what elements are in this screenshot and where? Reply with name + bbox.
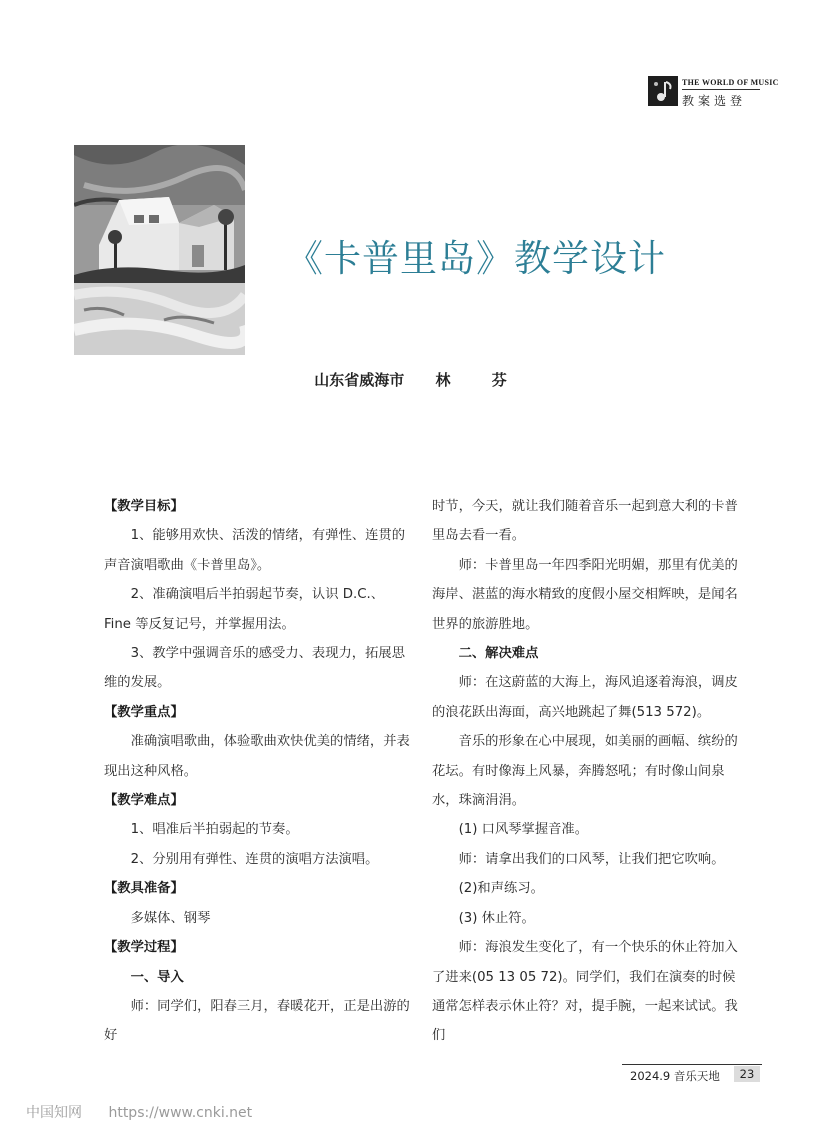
paragraph: 3、教学中强调音乐的感受力、表现力，拓展思维的发展。 (104, 646, 405, 691)
paragraph: 师：请拿出我们的口风琴，让我们把它吹响。 (458, 851, 725, 867)
painting-illustration (74, 145, 245, 355)
paragraph: (2)和声练习。 (458, 881, 544, 897)
paragraph: 时节，今天，就让我们随着音乐一起到意大利的卡普里岛去看一看。 (432, 499, 738, 544)
section-heading: 【教学目标】 (104, 499, 184, 514)
paragraph: 多媒体、钢琴 (130, 910, 211, 926)
section-heading: 【教具准备】 (104, 881, 184, 897)
author-name: 林 芬 (435, 371, 525, 389)
logo-divider (682, 89, 760, 90)
watermark (26, 1102, 274, 1122)
subsection-heading: 二、解决难点 (458, 646, 539, 662)
logo-english-text: THE WORLD OF MUSIC (682, 78, 779, 87)
paragraph: 2、准确演唱后半拍弱起节奏，认识 D.C.、Fine 等反复记号，并掌握用法。 (104, 587, 385, 632)
journal-logo (648, 76, 779, 110)
paragraph: 师：同学们，阳春三月，春暖花开，正是出游的好 (104, 998, 410, 1044)
subsection-heading: 一、导入 (130, 969, 184, 985)
paragraph: 音乐的形象在心中展现，如美丽的画幅、缤纷的花坛。有时像海上风暴，奔腾怒吼；有时像山间泉水，珠滴涓涓。 (432, 734, 738, 809)
paragraph: 师：在这蔚蓝的大海上，海风追逐着海浪，调皮的浪花跃出海面，高兴地跳起了舞(513 572)。 (432, 675, 738, 720)
paragraph: (3) 休止符。 (458, 910, 535, 926)
section-heading: 【教学过程】 (104, 940, 184, 956)
paragraph: 师：海浪发生变化了，有一个快乐的休止符加入了进来(05 13 05 72)。同学们，我们在演奏的时候通常怎样表示休止符？对，提手腕，一起来试试。我们 (432, 940, 738, 1044)
section-heading: 【教学难点】 (104, 793, 184, 809)
watermark-url: https://www.cnki.net (108, 1105, 253, 1121)
section-label: 教案选登 (682, 94, 747, 108)
issue-label: 2024.9 音乐天地 (630, 1069, 720, 1083)
right-column (432, 492, 738, 1051)
paragraph: 1、唱准后半拍弱起的节奏。 (130, 822, 299, 838)
watermark-site: 中国知网 (26, 1105, 82, 1121)
paragraph: 1、能够用欢快、活泼的情绪，有弹性、连贯的声音演唱歌曲《卡普里岛》。 (104, 528, 405, 573)
page-number: 23 (734, 1066, 760, 1082)
music-icon (648, 76, 678, 106)
paragraph: 师：卡普里岛一年四季阳光明媚，那里有优美的海岸、湛蓝的海水精致的度假小屋交相辉映，是闻名世界的旅游胜地。 (432, 557, 738, 632)
paragraph: (1) 口风琴掌握音准。 (458, 822, 589, 838)
paragraph: 准确演唱歌曲，体验歌曲欢快优美的情绪，并表现出这种风格。 (104, 734, 410, 779)
paragraph: 2、分别用有弹性、连贯的演唱方法演唱。 (130, 851, 379, 867)
page-footer (622, 1064, 762, 1086)
left-column (104, 492, 410, 1051)
section-heading: 【教学重点】 (104, 704, 184, 720)
author-line (0, 369, 839, 390)
article-title: 《卡普里岛》教学设计 (286, 237, 666, 280)
author-location: 山东省威海市 (314, 371, 405, 389)
footer-divider (622, 1064, 762, 1065)
